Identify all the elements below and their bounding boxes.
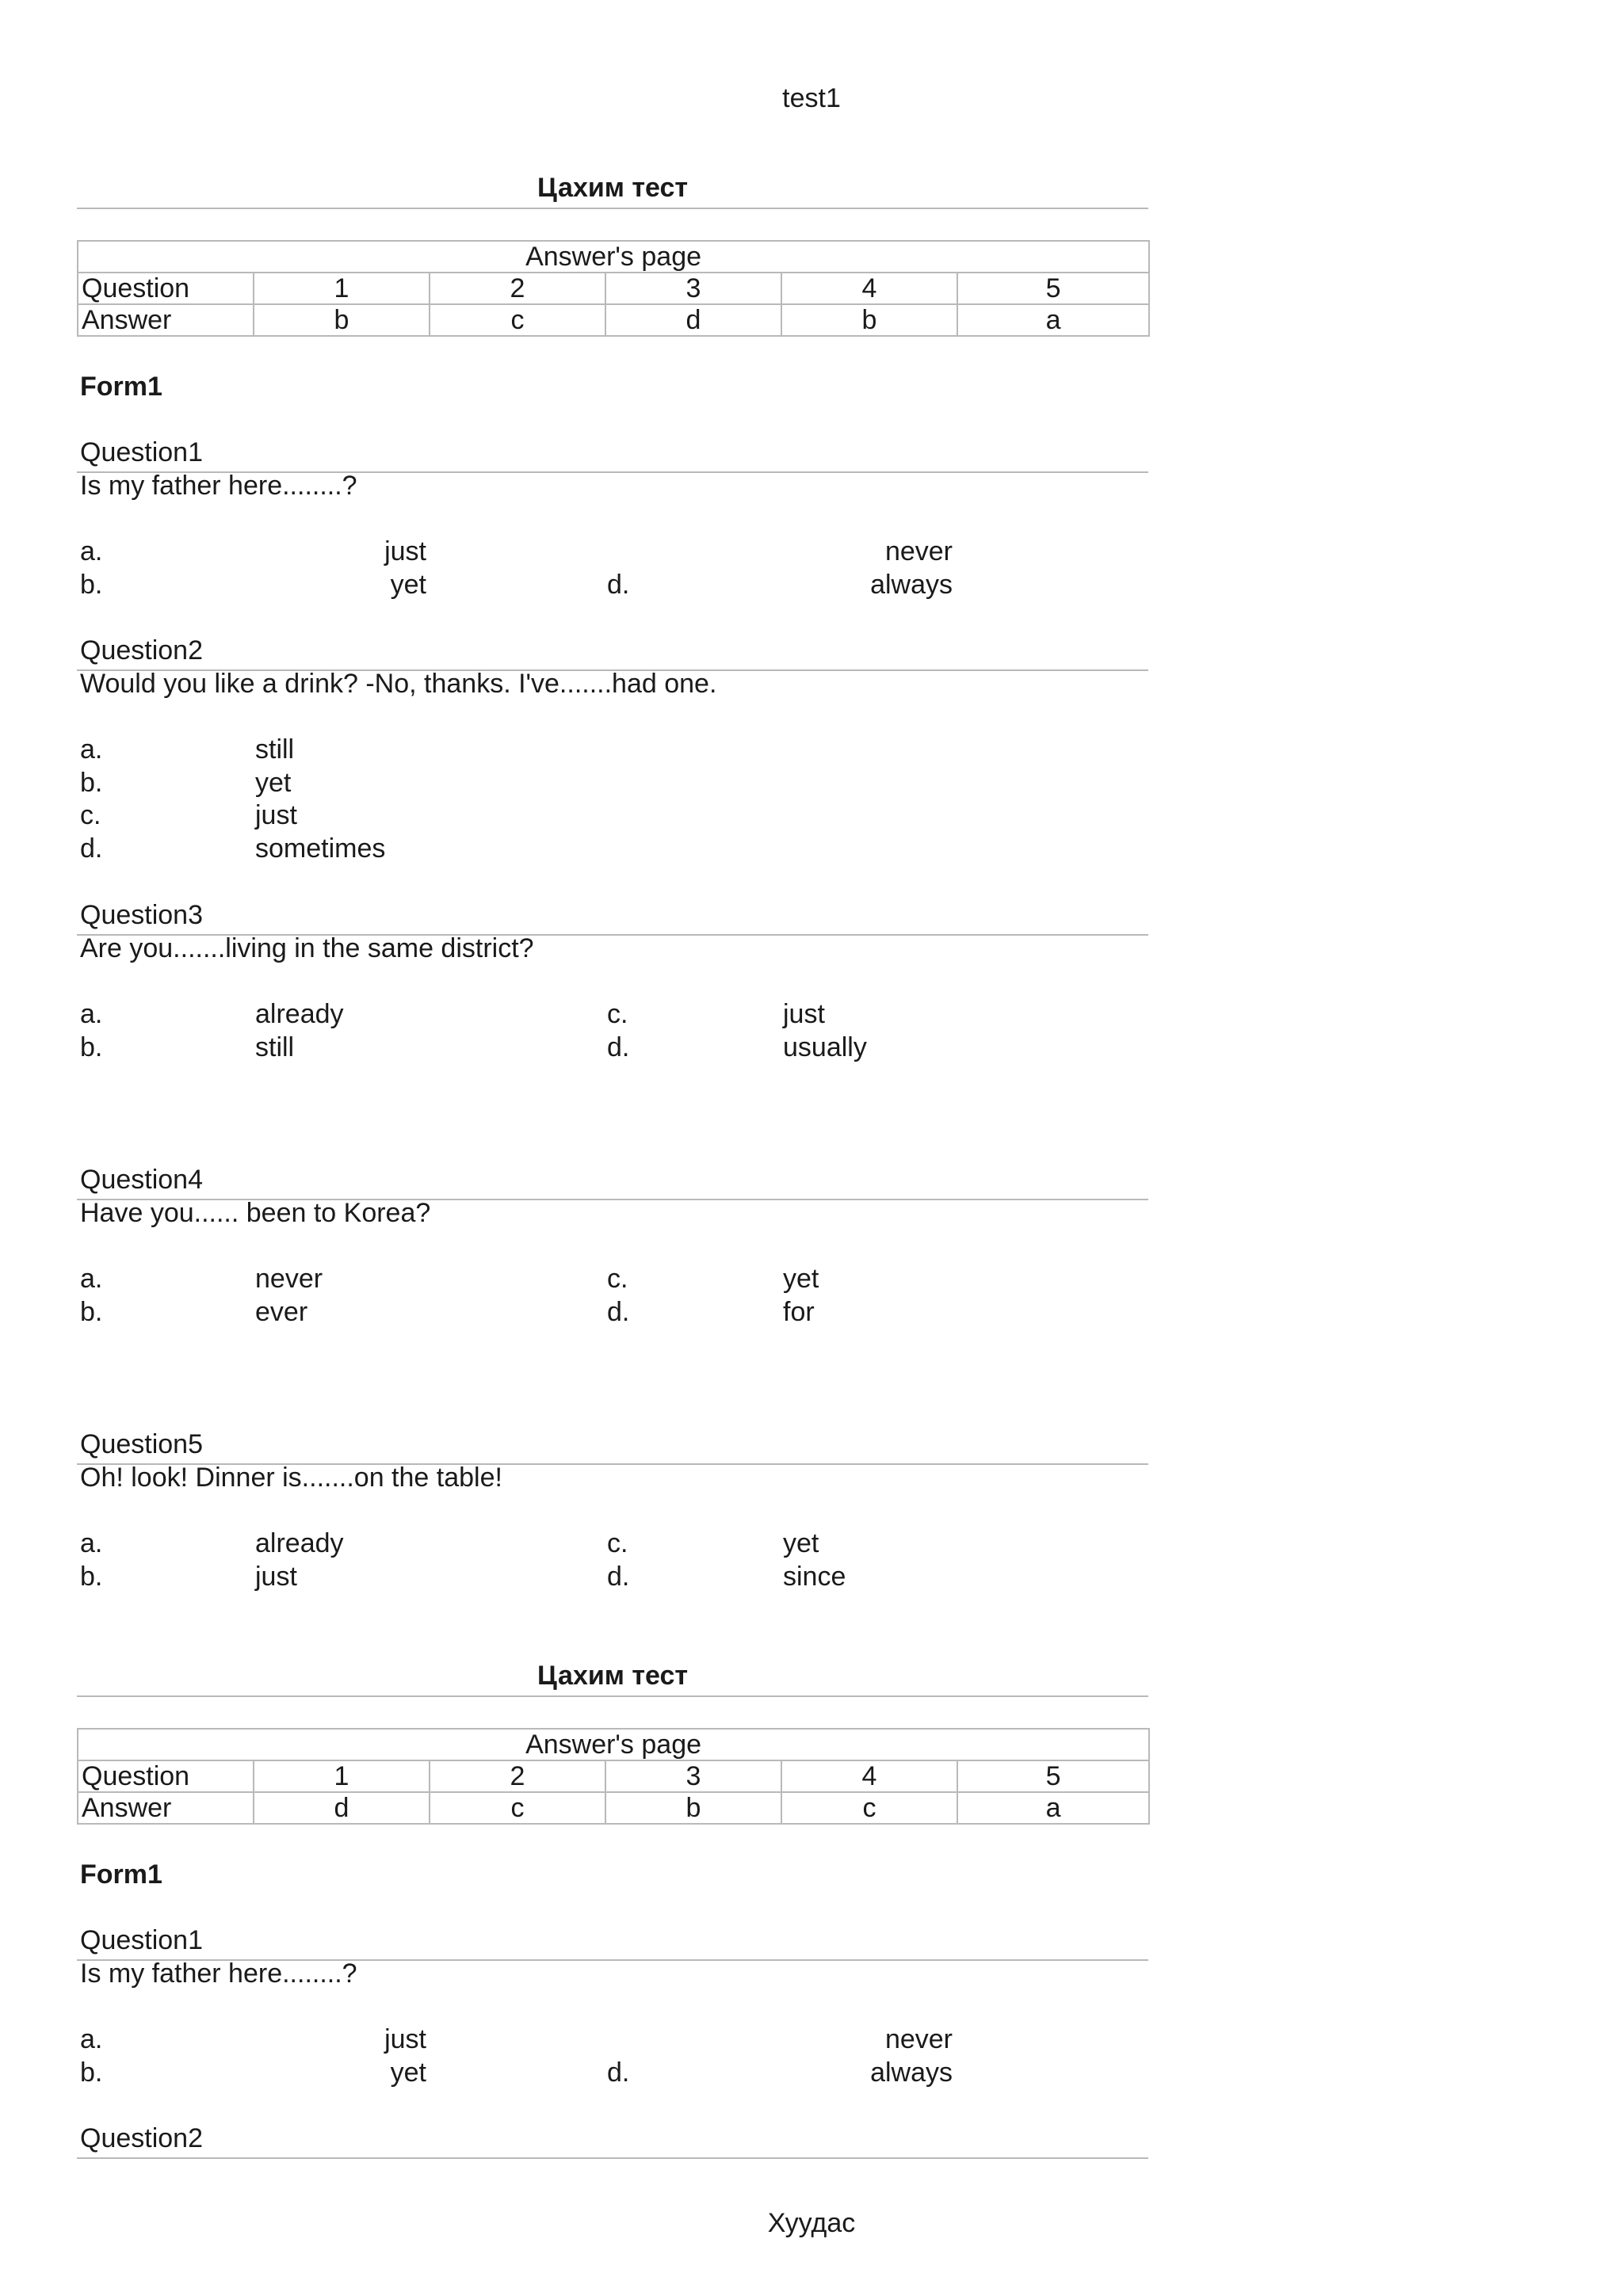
question-label: Question5 bbox=[80, 1429, 203, 1459]
row-label: Question bbox=[78, 1760, 254, 1792]
answer-value: b bbox=[254, 304, 430, 336]
option-letter: d. bbox=[607, 2058, 630, 2088]
option-letter: b. bbox=[80, 1562, 103, 1592]
question-text: Are you.......living in the same district? bbox=[80, 933, 534, 963]
option-letter: c. bbox=[607, 999, 628, 1029]
option-text: just bbox=[255, 1562, 297, 1592]
option-text: yet bbox=[255, 768, 292, 798]
question-number: 5 bbox=[957, 1760, 1149, 1792]
option-letter: d. bbox=[80, 833, 103, 864]
option-letter: d. bbox=[607, 1032, 630, 1062]
question-text: Is my father here........? bbox=[80, 471, 357, 501]
option-letter: a. bbox=[80, 1264, 103, 1294]
option-letter: a. bbox=[80, 1528, 103, 1558]
option-letter: d. bbox=[607, 570, 630, 600]
answers-row bbox=[78, 1792, 1149, 1824]
question-number: 5 bbox=[957, 273, 1149, 304]
answer-value: b bbox=[605, 1792, 781, 1824]
answers-table bbox=[77, 1728, 1150, 1825]
option-text: never bbox=[884, 2024, 953, 2054]
answers-table bbox=[77, 240, 1150, 337]
row-label: Answer bbox=[78, 1792, 254, 1824]
question-text: Would you like a drink? -No, thanks. I've.......had one. bbox=[80, 669, 717, 699]
page-header-title: test1 bbox=[782, 83, 841, 113]
answer-value: a bbox=[957, 1792, 1149, 1824]
answer-value: c bbox=[430, 304, 605, 336]
question-number: 4 bbox=[781, 273, 957, 304]
answers-caption: Answer's page bbox=[78, 1729, 1149, 1760]
question-text: Have you...... been to Korea? bbox=[80, 1198, 431, 1228]
question-text: Oh! look! Dinner is.......on the table! bbox=[80, 1463, 502, 1493]
option-letter: d. bbox=[607, 1562, 630, 1592]
option-text: for bbox=[783, 1297, 815, 1327]
answer-value: a bbox=[957, 304, 1149, 336]
option-letter: b. bbox=[80, 1297, 103, 1327]
divider bbox=[77, 208, 1148, 209]
option-text: already bbox=[255, 999, 344, 1029]
option-text: yet bbox=[390, 570, 426, 600]
option-text: just bbox=[783, 999, 825, 1029]
section-heading: Цахим тест bbox=[537, 1661, 689, 1691]
answer-value: d bbox=[254, 1792, 430, 1824]
question-number: 2 bbox=[430, 1760, 605, 1792]
divider bbox=[77, 1695, 1148, 1697]
option-letter: a. bbox=[80, 999, 103, 1029]
option-text: sometimes bbox=[255, 833, 386, 864]
question-number: 1 bbox=[254, 273, 430, 304]
question-number: 3 bbox=[605, 1760, 781, 1792]
option-text: still bbox=[255, 1032, 295, 1062]
option-letter: c. bbox=[607, 1528, 628, 1558]
answer-value: c bbox=[781, 1792, 957, 1824]
row-label: Question bbox=[78, 273, 254, 304]
question-label: Question4 bbox=[80, 1165, 203, 1195]
question-number: 3 bbox=[605, 273, 781, 304]
answers-row bbox=[78, 304, 1149, 336]
option-text: yet bbox=[783, 1264, 819, 1294]
question-label: Question1 bbox=[80, 437, 203, 467]
option-letter: a. bbox=[80, 734, 103, 765]
option-text: always bbox=[870, 570, 953, 600]
answers-caption: Answer's page bbox=[78, 241, 1149, 273]
option-text: just bbox=[384, 2024, 426, 2054]
option-text: never bbox=[884, 536, 953, 566]
option-text: just bbox=[384, 536, 426, 566]
option-text: ever bbox=[255, 1297, 308, 1327]
answer-value: b bbox=[781, 304, 957, 336]
question-number: 1 bbox=[254, 1760, 430, 1792]
option-text: since bbox=[783, 1562, 846, 1592]
option-letter: a. bbox=[80, 2024, 103, 2054]
option-text: still bbox=[255, 734, 295, 765]
question-label: Question2 bbox=[80, 635, 203, 666]
option-letter: c. bbox=[607, 1264, 628, 1294]
question-numbers-row bbox=[78, 273, 1149, 304]
option-letter: b. bbox=[80, 768, 103, 798]
row-label: Answer bbox=[78, 304, 254, 336]
option-text: yet bbox=[783, 1528, 819, 1558]
answer-value: d bbox=[605, 304, 781, 336]
option-text: already bbox=[255, 1528, 344, 1558]
answer-value: c bbox=[430, 1792, 605, 1824]
question-numbers-row bbox=[78, 1760, 1149, 1792]
option-text: always bbox=[870, 2058, 953, 2088]
option-text: never bbox=[255, 1264, 323, 1294]
question-label: Question1 bbox=[80, 1925, 203, 1955]
section-heading: Цахим тест bbox=[537, 173, 689, 203]
option-text: usually bbox=[783, 1032, 867, 1062]
page-footer-label: Хуудас bbox=[767, 2208, 856, 2238]
option-letter: b. bbox=[80, 2058, 103, 2088]
option-letter: b. bbox=[80, 1032, 103, 1062]
option-letter: d. bbox=[607, 1297, 630, 1327]
question-number: 2 bbox=[430, 273, 605, 304]
option-letter: c. bbox=[80, 800, 101, 830]
question-label: Question2 bbox=[80, 2123, 203, 2153]
form-title: Form1 bbox=[80, 372, 162, 402]
question-text: Is my father here........? bbox=[80, 1958, 357, 1989]
option-letter: b. bbox=[80, 570, 103, 600]
option-text: yet bbox=[390, 2058, 426, 2088]
divider bbox=[77, 2157, 1148, 2159]
question-label: Question3 bbox=[80, 900, 203, 930]
question-number: 4 bbox=[781, 1760, 957, 1792]
option-letter: a. bbox=[80, 536, 103, 566]
form-title: Form1 bbox=[80, 1859, 162, 1890]
option-text: just bbox=[255, 800, 297, 830]
